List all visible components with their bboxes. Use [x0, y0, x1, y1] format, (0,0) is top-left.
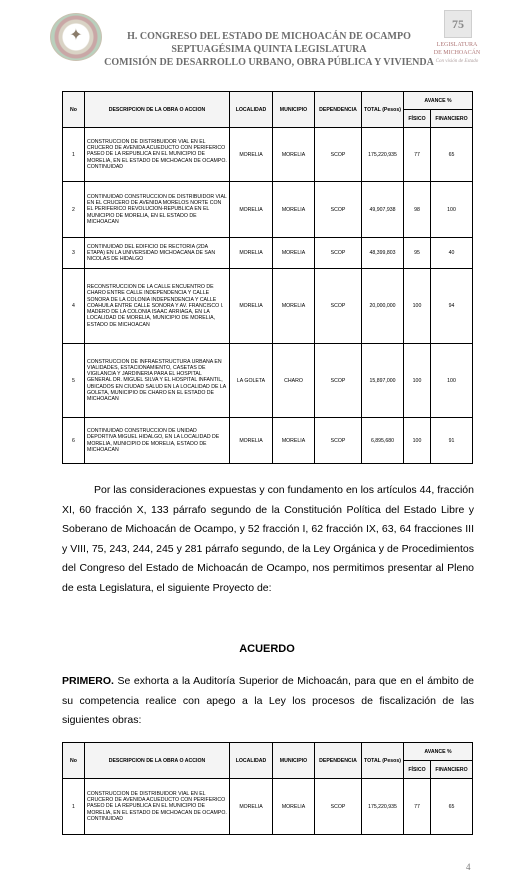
cell-municipio: MORELIA [273, 779, 315, 835]
cell-total: 20,000,000 [362, 269, 404, 344]
cell-total: 175,220,935 [362, 128, 404, 182]
primero-text: Se exhorta a la Auditoría Superior de Michoacán, para que en el ámbito de su competencia realice con apego a la Ley los procesos de fiscalización de las siguientes obras: [62, 675, 474, 726]
col-descripcion: DESCRIPCION DE LA OBRA O ACCION [85, 743, 230, 779]
cell-financiero: 94 [431, 269, 473, 344]
cell-fisico: 100 [404, 269, 431, 344]
col-total: TOTAL (Pesos) [362, 92, 404, 128]
table-row [63, 128, 473, 182]
cell-dependencia: SCOP [315, 182, 362, 238]
col-descripcion: DESCRIPCION DE LA OBRA O ACCION [85, 92, 230, 128]
col-no: No [63, 92, 85, 128]
col-financiero: FINANCIERO [431, 110, 473, 128]
cell-localidad: MORELIA [230, 182, 273, 238]
cell-total: 15,897,000 [362, 344, 404, 418]
cell-dependencia: SCOP [315, 128, 362, 182]
cell-total: 48,399,803 [362, 238, 404, 269]
congress-seal-logo [50, 13, 102, 61]
cell-fisico: 100 [404, 344, 431, 418]
cell-municipio: MORELIA [273, 182, 315, 238]
header-text [104, 30, 434, 69]
eagle-icon: ✦ [69, 27, 83, 44]
logo-text-2: DE MICHOACÁN [433, 50, 481, 56]
col-financiero: FINANCIERO [431, 761, 473, 779]
cell-no: 6 [63, 418, 85, 464]
cell-total: 6,895,680 [362, 418, 404, 464]
cell-municipio: MORELIA [273, 238, 315, 269]
cell-dependencia: SCOP [315, 238, 362, 269]
primero-label: PRIMERO. [62, 675, 114, 687]
col-total: TOTAL (Pesos) [362, 743, 404, 779]
cell-fisico: 95 [404, 238, 431, 269]
logo-text-3: Con visión de Estado [435, 59, 479, 64]
cell-dependencia: SCOP [315, 779, 362, 835]
cell-fisico: 100 [404, 418, 431, 464]
cell-desc: RECONSTRUCCION DE LA CALLE ENCUENTRO DE CHARO ENTRE CALLE INDEPENDENCIA Y CALLE SONORA DE LA COLONIA INDEPENDENCIA Y CALLE COAHUILA ENTRE CALLE SONORA Y AV. FRANCISCO I. MADERO DE LA COLONIA ISAAC ARRIAGA, EN LA LOCALIDAD DE MORELIA, MUNICIPIO DE MORELIA, ESTADO DE MICHOACAN [85, 269, 230, 344]
paragraph-primero [62, 672, 474, 731]
table-row [63, 344, 473, 418]
cell-financiero: 65 [431, 779, 473, 835]
col-dependencia: DEPENDENCIA [315, 743, 362, 779]
works-table-1 [62, 91, 473, 464]
cell-municipio: MORELIA [273, 418, 315, 464]
cell-localidad: LA GOLETA [230, 344, 273, 418]
cell-financiero: 40 [431, 238, 473, 269]
cell-no: 1 [63, 779, 85, 835]
col-avance: AVANCE % [404, 743, 473, 761]
page-header [0, 0, 529, 80]
cell-localidad: MORELIA [230, 269, 273, 344]
cell-localidad: MORELIA [230, 779, 273, 835]
cell-no: 4 [63, 269, 85, 344]
cell-localidad: MORELIA [230, 238, 273, 269]
cell-total: 175,220,935 [362, 779, 404, 835]
cell-financiero: 100 [431, 344, 473, 418]
cell-total: 49,907,938 [362, 182, 404, 238]
cell-no: 3 [63, 238, 85, 269]
cell-desc: CONSTRUCCION DE INFRAESTRUCTURA URBANA EN VIALIDADES, ESTACIONAMIENTO, CASETAS DE VIGILANCIA Y JARDINERIA PARA EL HOSPITAL GENERAL DR. MIGUEL SILVA Y EL HOSPITAL INFANTIL, UBICADOS EN CIUDAD SALUD EN LA LOCALIDAD DE LA GOLETA, MUNICIPIO DE CHARO EN EL ESTADO DE MICHOACAN [85, 344, 230, 418]
cell-desc: CONTINUIDAD CONSTRUCCION DE DISTRIBUIDOR VIAL EN EL CRUCERO DE AVENIDA MORELOS NORTE CON EL PERIFERICO REVOLUCION-REPUBLICA EN EL MUNICIPIO DE MORELIA, EN EL ESTADO DE MICHOACAN [85, 182, 230, 238]
col-fisico: FÍSICO [404, 110, 431, 128]
table-row [63, 182, 473, 238]
cell-financiero: 100 [431, 182, 473, 238]
paragraph-fundamento: Por las consideraciones expuestas y con fundamento en los artículos 44, fracción XI, 60 fracción X, 133 párrafo segundo de la Constitución Política del Estado Libre y Soberano de Michoacán de Ocampo, y 52 fracción I, 62 fracción IX, 63, 64 fracciones III y VIII, 75, 243, 244, 245 y 281 párrafo segundo, de la Ley Orgánica y de Procedimientos del Congreso del Estado de Michoacán de Ocampo, nos permitimos presentar al Pleno de esta Legislatura, el siguiente Proyecto de: [62, 484, 474, 594]
table-row [63, 238, 473, 269]
cell-no: 2 [63, 182, 85, 238]
col-dependencia: DEPENDENCIA [315, 92, 362, 128]
col-municipio: MUNICIPIO [273, 92, 315, 128]
col-avance: AVANCE % [404, 92, 473, 110]
cell-fisico: 98 [404, 182, 431, 238]
page-number: 4 [466, 862, 471, 872]
logo-number: 75 [444, 10, 472, 38]
cell-financiero: 91 [431, 418, 473, 464]
col-no: No [63, 743, 85, 779]
cell-municipio: CHARO [273, 344, 315, 418]
header-line-3: COMISIÓN DE DESARROLLO URBANO, OBRA PÚBLICA Y VIVIENDA [104, 57, 434, 68]
cell-fisico: 77 [404, 779, 431, 835]
table-row [63, 269, 473, 344]
legislature-logo [428, 10, 486, 66]
cell-no: 5 [63, 344, 85, 418]
cell-localidad: MORELIA [230, 418, 273, 464]
cell-desc: CONSTRUCCION DE DISTRIBUIDOR VIAL EN EL CRUCERO DE AVENIDA ACUEDUCTO CON PERIFERICO PASEO DE LA REPUBLICA EN EL MUNICIPIO DE MORELIA, EN EL ESTADO DE MICHOACAN DE OCAMPO. CONTINUIDAD [85, 128, 230, 182]
col-localidad: LOCALIDAD [230, 743, 273, 779]
works-table-2 [62, 742, 473, 835]
acuerdo-title: ACUERDO [239, 643, 295, 655]
cell-desc: CONTINUIDAD CONSTRUCCION DE UNIDAD DEPORTIVA MIGUEL HIDALGO, EN LA LOCALIDAD DE MORELIA, MUNICIPIO DE MORELIA, ESTADO DE MICHOACAN [85, 418, 230, 464]
cell-no: 1 [63, 128, 85, 182]
cell-municipio: MORELIA [273, 128, 315, 182]
cell-dependencia: SCOP [315, 344, 362, 418]
cell-desc: CONSTRUCCION DE DISTRIBUIDOR VIAL EN EL CRUCERO DE AVENIDA ACUEDUCTO CON PERIFERICO PASEO DE LA REPUBLICA EN EL MUNICIPIO DE MORELIA, EN EL ESTADO DE MICHOACAN DE OCAMPO. CONTINUIDAD [85, 779, 230, 835]
table-row [63, 779, 473, 835]
col-municipio: MUNICIPIO [273, 743, 315, 779]
cell-localidad: MORELIA [230, 128, 273, 182]
header-line-2: SEPTUAGÉSIMA QUINTA LEGISLATURA [171, 44, 367, 55]
header-line-1: H. CONGRESO DEL ESTADO DE MICHOACÁN DE OCAMPO [127, 31, 411, 42]
col-localidad: LOCALIDAD [230, 92, 273, 128]
table-row [63, 418, 473, 464]
col-fisico: FÍSICO [404, 761, 431, 779]
cell-dependencia: SCOP [315, 418, 362, 464]
cell-financiero: 65 [431, 128, 473, 182]
logo-text-1: LEGISLATURA [436, 42, 478, 48]
cell-fisico: 77 [404, 128, 431, 182]
cell-municipio: MORELIA [273, 269, 315, 344]
cell-dependencia: SCOP [315, 269, 362, 344]
cell-desc: CONTINUIDAD DEL EDIFICIO DE RECTORIA (2DA ETAPA) EN LA UNIVERSIDAD MICHOACANA DE SAN NICOLAS DE HIDALGO [85, 238, 230, 269]
